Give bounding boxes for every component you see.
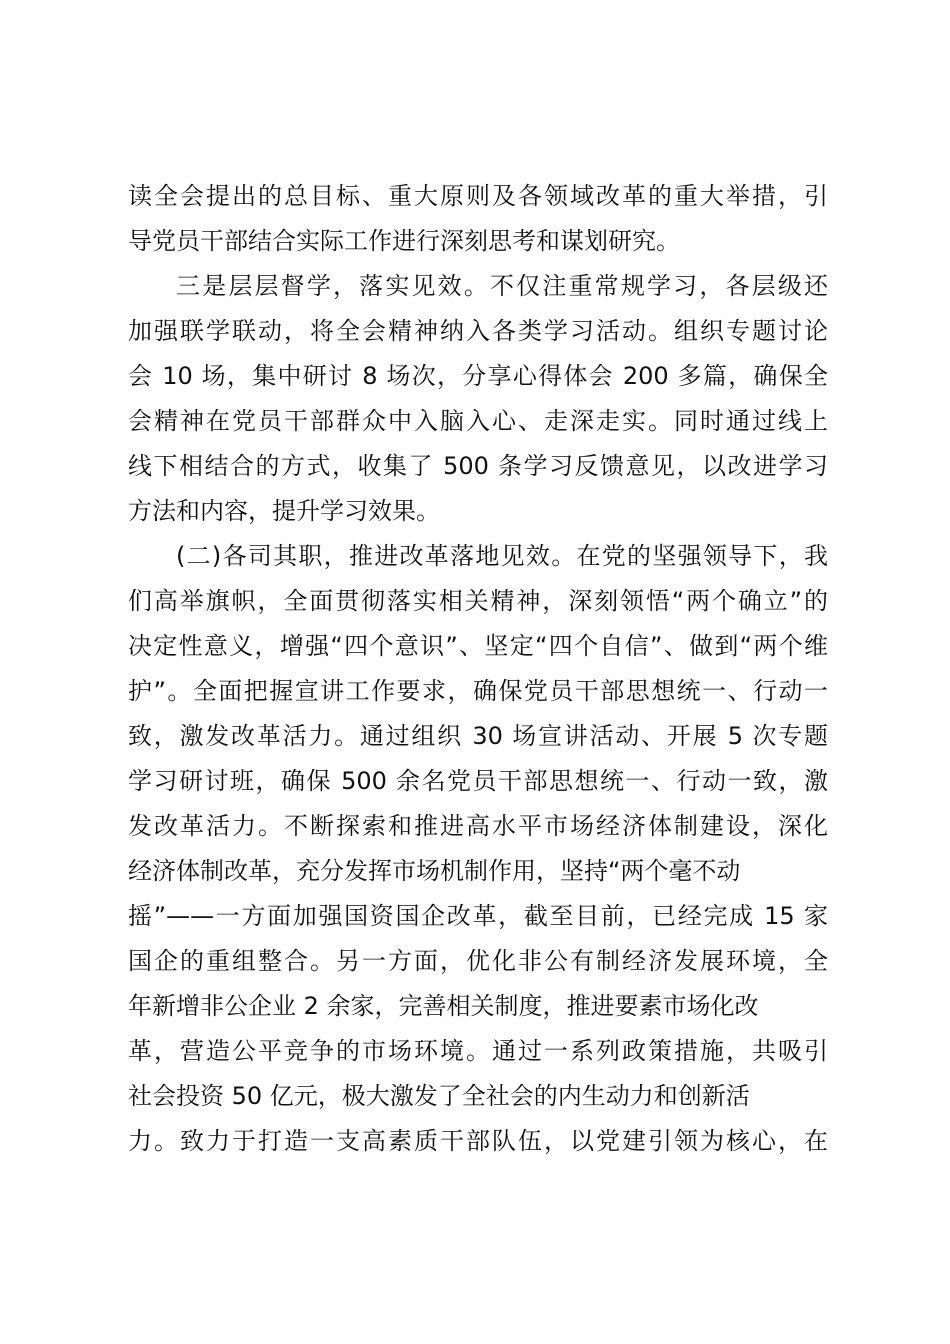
text-line: 们高举旗帜，全面贯彻落实相关精神，深刻领悟“两个确立”的	[128, 587, 828, 615]
text-line: 读全会提出的总目标、重大原则及各领域改革的重大举措，引	[128, 182, 828, 210]
body-text	[128, 174, 828, 1164]
text-line: 加强联学联动，将全会精神纳入各类学习活动。组织专题讨论	[128, 317, 828, 345]
text-line: 国企的重组整合。另一方面，优化非公有制经济发展环境，全	[128, 947, 828, 975]
text-line: 三是层层督学，落实见效。不仅注重常规学习，各层级还	[176, 272, 828, 300]
text-line: 护”。全面把握宣讲工作要求，确保党员干部思想统一、行动一	[128, 677, 828, 705]
text-line: 学习研讨班，确保 500 余名党员干部思想统一、行动一致，激	[128, 767, 828, 795]
text-line: 会精神在党员干部群众中入脑入心、走深走实。同时通过线上	[128, 407, 828, 435]
text-line: 线下相结合的方式，收集了 500 条学习反馈意见，以改进学习	[128, 452, 828, 480]
text-line: 力。致力于打造一支高素质干部队伍，以党建引领为核心，在	[128, 1127, 828, 1155]
text-line: 经济体制改革，充分发挥市场机制作用，坚持“两个毫不动	[128, 857, 741, 885]
text-line: 摇”——一方面加强国资国企改革，截至目前，已经完成 15 家	[128, 902, 828, 930]
text-line: 年新增非公企业 2 余家，完善相关制度，推进要素市场化改	[128, 992, 759, 1020]
text-line: 会 10 场，集中研讨 8 场次，分享心得体会 200 多篇，确保全	[128, 362, 828, 390]
text-line: 社会投资 50 亿元，极大激发了全社会的内生动力和创新活	[128, 1082, 750, 1110]
text-line: (二)各司其职，推进改革落地见效。在党的坚强领导下，我	[176, 542, 828, 570]
text-line: 导党员干部结合实际工作进行深刻思考和谋划研究。	[128, 227, 680, 255]
text-line: 发改革活力。不断探索和推进高水平市场经济体制建设，深化	[128, 812, 828, 840]
text-line: 致，激发改革活力。通过组织 30 场宣讲活动、开展 5 次专题	[128, 722, 828, 750]
text-line: 决定性意义，增强“四个意识”、坚定“四个自信”、做到“两个维	[128, 632, 828, 660]
text-line: 方法和内容，提升学习效果。	[128, 497, 440, 525]
text-line: 革，营造公平竞争的市场环境。通过一系列政策措施，共吸引	[128, 1037, 828, 1065]
